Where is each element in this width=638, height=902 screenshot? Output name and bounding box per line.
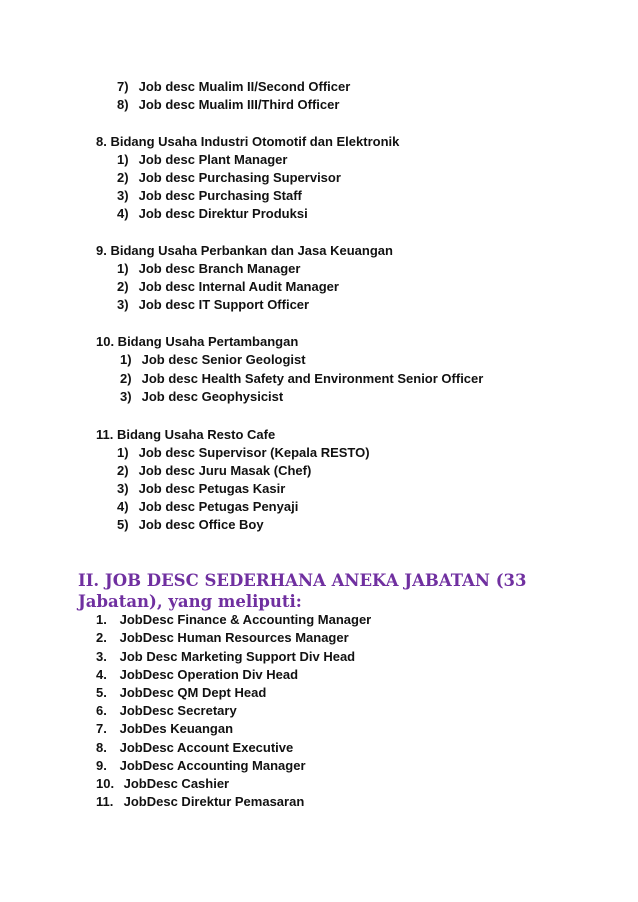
list-number: 2) [120,371,132,386]
list-item [117,261,300,277]
list-item [117,463,311,479]
list-text: Job desc Senior Geologist [141,352,306,367]
list-text: Job desc Mualim II/Second Officer [138,79,351,94]
list-number: 4) [117,206,129,221]
list-item [96,721,233,737]
list-item [117,152,287,168]
list-text: Job desc Purchasing Supervisor [138,170,341,185]
list-text: JobDesc QM Dept Head [119,685,267,700]
list-number: 1) [117,261,129,276]
list-text: Job desc Geophysicist [141,389,284,404]
list-item [96,703,237,719]
list-text: JobDesc Finance & Accounting Manager [119,612,372,627]
list-number: 9. [96,758,107,773]
list-number: 2) [117,463,129,478]
list-item [120,389,283,405]
list-item [117,499,298,515]
list-number: 2) [117,170,129,185]
list-item [117,188,302,204]
list-text: JobDesc Direktur Pemasaran [123,794,305,809]
list-number: 3) [117,188,129,203]
list-item [117,206,308,222]
section-title: 8. Bidang Usaha Industri Otomotif dan Elektronik [96,134,400,149]
list-number: 11. [96,794,114,809]
section-title: 11. Bidang Usaha Resto Cafe [96,427,276,442]
list-number: 4) [117,499,129,514]
list-number: 8. [96,740,107,755]
list-number: 2) [117,279,129,294]
list-item [117,279,339,295]
list-number: 7) [117,79,129,94]
list-number: 7. [96,721,107,736]
list-item [96,758,306,774]
list-item [96,630,349,646]
list-number: 6. [96,703,107,718]
list-number: 2. [96,630,107,645]
list-number: 1) [117,152,129,167]
list-item [117,97,339,113]
list-text: JobDesc Cashier [123,776,230,791]
list-text: JobDesc Secretary [119,703,237,718]
list-number: 3) [117,297,129,312]
list-number: 5) [117,517,129,532]
list-number: 3. [96,649,107,664]
list-text: Job desc Plant Manager [138,152,288,167]
list-number: 1) [120,352,132,367]
list-text: Job desc Petugas Penyaji [138,499,299,514]
list-text: Job desc Health Safety and Environment Senior Officer [141,371,484,386]
list-text: Job desc Juru Masak (Chef) [138,463,312,478]
part-two-heading: II. JOB DESC SEDERHANA ANEKA JABATAN (33 Jabatan), yang meliputi: [78,571,527,611]
list-item [117,481,285,497]
list-text: JobDesc Accounting Manager [119,758,306,773]
list-item [117,297,309,313]
list-item [117,170,341,186]
list-item [96,612,371,628]
section-title: 9. Bidang Usaha Perbankan dan Jasa Keuangan [96,243,393,258]
list-number: 3) [117,481,129,496]
list-text: JobDes Keuangan [119,721,234,736]
list-number: 8) [117,97,129,112]
list-text: JobDesc Account Executive [119,740,294,755]
list-text: Job desc Petugas Kasir [138,481,286,496]
list-text: JobDesc Operation Div Head [119,667,299,682]
list-text: Job desc Internal Audit Manager [138,279,339,294]
list-number: 4. [96,667,107,682]
list-text: JobDesc Human Resources Manager [119,630,349,645]
list-number: 1. [96,612,107,627]
list-text: Job desc Branch Manager [138,261,301,276]
list-text: Job Desc Marketing Support Div Head [119,649,356,664]
list-item [96,776,229,792]
list-number: 1) [117,445,129,460]
list-number: 5. [96,685,107,700]
list-text: Job desc Purchasing Staff [138,188,302,203]
list-number: 10. [96,776,115,791]
list-item [120,371,483,387]
section-title: 10. Bidang Usaha Pertambangan [96,334,299,349]
list-item [117,79,350,95]
list-item [96,794,304,810]
list-item [117,517,264,533]
list-item [117,445,370,461]
list-text: Job desc Office Boy [138,517,264,532]
list-text: Job desc Supervisor (Kepala RESTO) [138,445,370,460]
list-text: Job desc IT Support Officer [138,297,310,312]
list-number: 3) [120,389,132,404]
list-item [96,740,293,756]
list-item [120,352,306,368]
list-item [96,685,266,701]
list-text: Job desc Mualim III/Third Officer [138,97,340,112]
list-item [96,667,298,683]
list-item [96,649,355,665]
list-text: Job desc Direktur Produksi [138,206,308,221]
